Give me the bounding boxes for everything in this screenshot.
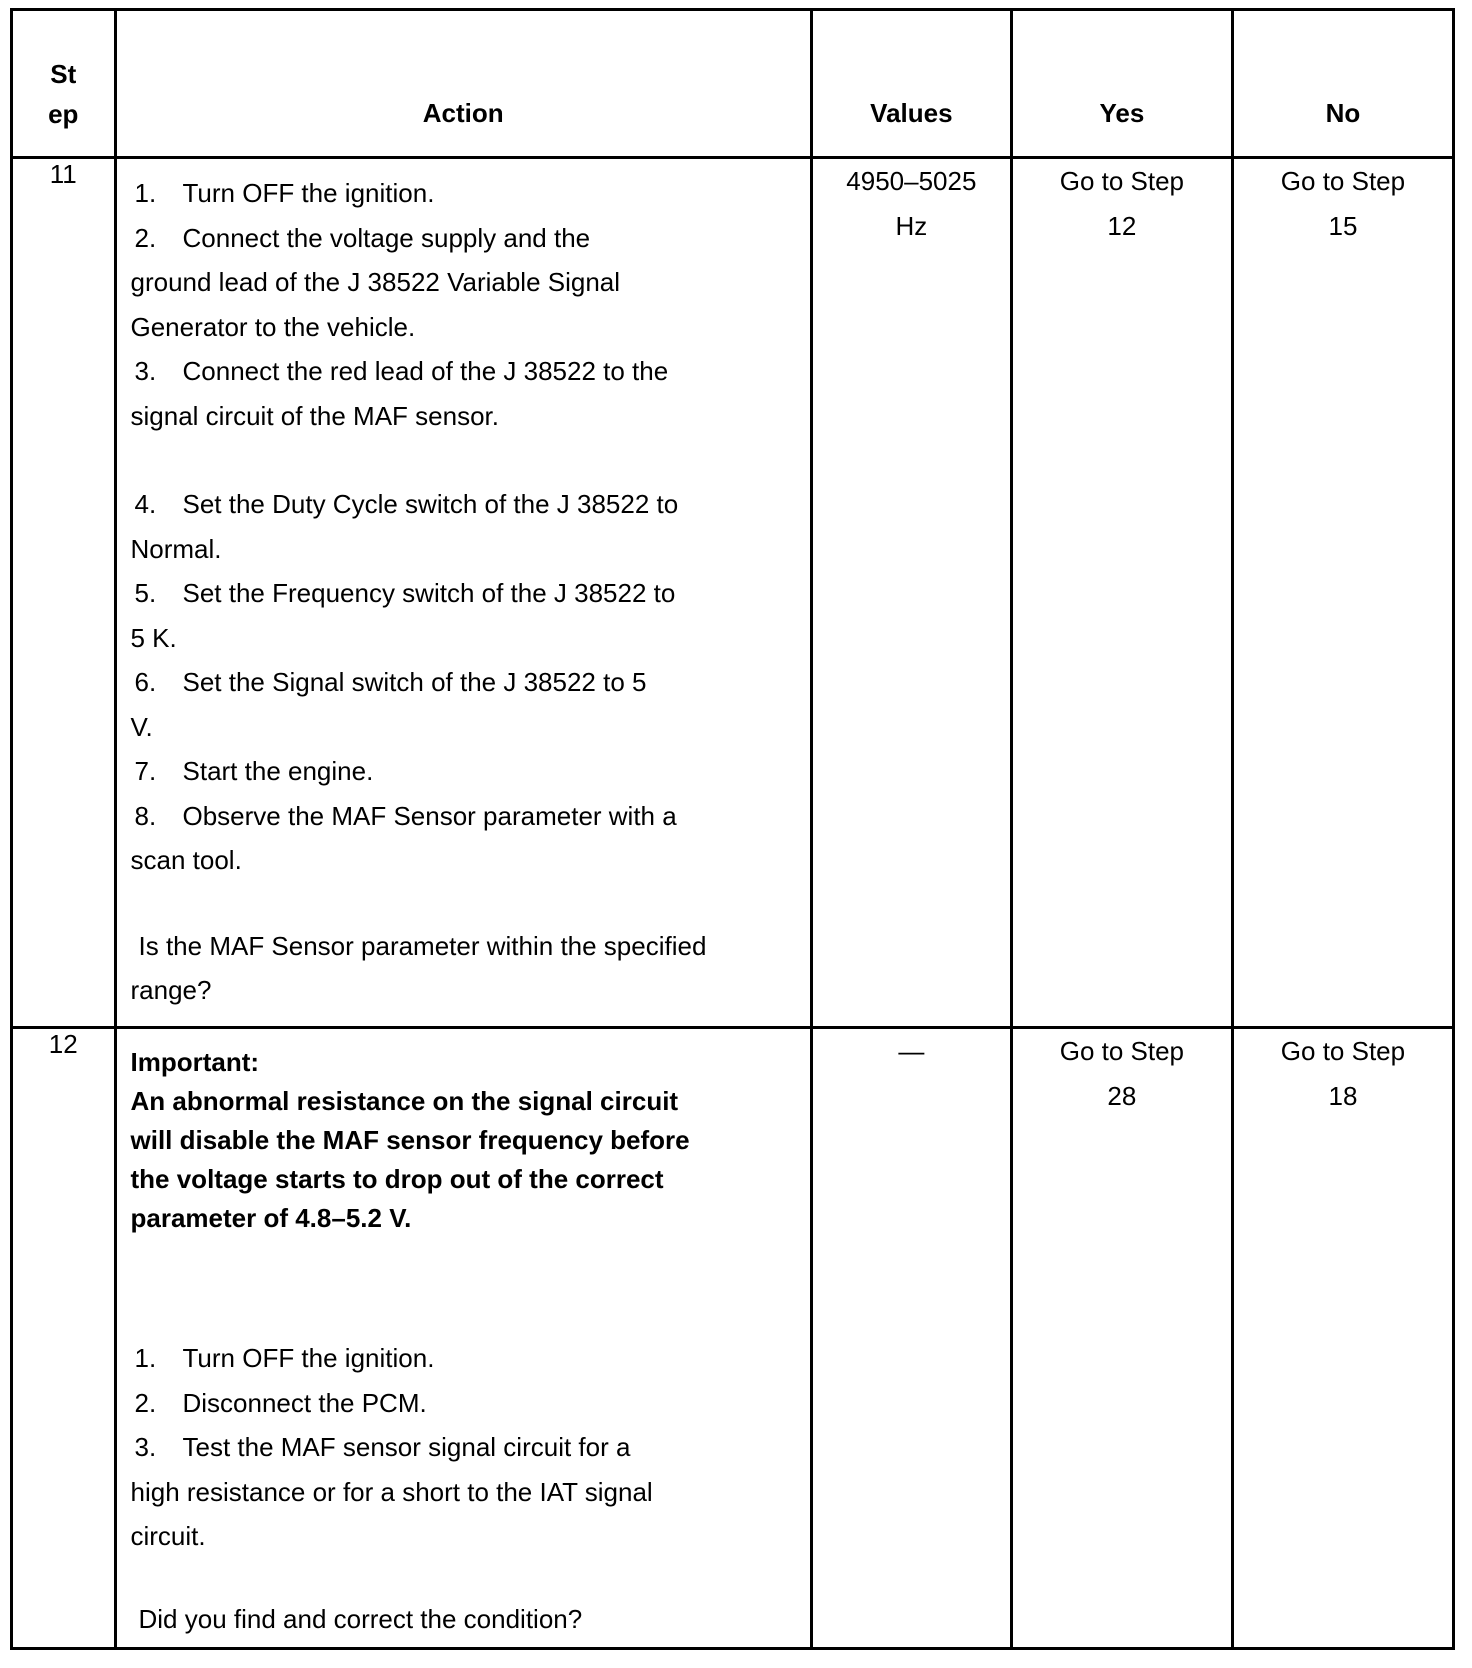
step-number: 11: [12, 158, 116, 1028]
no-cell: [1232, 1028, 1453, 1649]
action-step-continuation: Generator to the vehicle.: [130, 311, 416, 342]
action-step-continuation: scan tool.: [130, 845, 242, 875]
no-goto-step: 15: [1328, 211, 1358, 241]
action-step: 2. Connect the voltage supply and the: [134, 222, 591, 253]
action-question: Is the MAF Sensor parameter within the specified: [138, 930, 707, 961]
action-step: 1. Turn OFF the ignition.: [134, 1343, 435, 1373]
no-goto-label: Go to Step: [1280, 1036, 1406, 1066]
action-step-continuation: V.: [130, 711, 153, 742]
action-step: 6. Set the Signal switch of the J 38522 to 5: [134, 667, 647, 697]
action-cell: [115, 1028, 811, 1649]
action-question: Did you find and correct the condition?: [138, 1603, 583, 1634]
action-step-continuation: high resistance or for a short to the IAT signal: [130, 1476, 653, 1507]
header-step: [12, 10, 116, 158]
action-step: 3. Connect the red lead of the J 38522 to the: [134, 356, 669, 386]
value-dash: —: [898, 1036, 925, 1066]
action-step: 8. Observe the MAF Sensor parameter with a: [134, 800, 677, 831]
values-cell: [811, 158, 1011, 1028]
action-step: 2. Disconnect the PCM.: [134, 1387, 427, 1418]
action-step: 5. Set the Frequency switch of the J 38522 to: [134, 578, 676, 608]
table-row-step-12: [12, 1028, 1454, 1649]
important-text: will disable the MAF sensor frequency before: [130, 1125, 690, 1155]
action-step: 1. Turn OFF the ignition.: [134, 178, 435, 208]
no-cell: [1232, 158, 1453, 1028]
yes-goto-step: 12: [1107, 211, 1137, 241]
yes-goto-label: Go to Step: [1059, 166, 1185, 196]
values-cell: [811, 1028, 1011, 1649]
important-note: [131, 1043, 770, 1238]
header-step-line2: ep: [48, 99, 79, 129]
important-title: Important:: [130, 1047, 260, 1077]
action-step-continuation: ground lead of the J 38522 Variable Signal: [130, 267, 621, 297]
action-question-continuation: range?: [130, 975, 212, 1005]
diagnostic-table: [10, 8, 1455, 1650]
action-step-continuation: Normal.: [130, 533, 222, 564]
action-cell: [115, 158, 811, 1028]
table-row-step-11: [12, 158, 1454, 1028]
header-action: Action: [115, 10, 811, 158]
no-goto-step: 18: [1328, 1081, 1358, 1111]
action-step: 4. Set the Duty Cycle switch of the J 38522 to: [134, 489, 679, 519]
value-range: 4950–5025: [846, 166, 977, 196]
step-number: 12: [12, 1028, 116, 1649]
yes-cell: [1011, 158, 1232, 1028]
value-unit: Hz: [895, 211, 928, 241]
no-goto-label: Go to Step: [1280, 166, 1406, 196]
important-text: parameter of 4.8–5.2 V.: [130, 1203, 412, 1233]
action-step-continuation: signal circuit of the MAF sensor.: [130, 400, 499, 431]
action-step: 7. Start the engine.: [134, 756, 374, 786]
table-header-row: [12, 10, 1454, 158]
header-yes: Yes: [1011, 10, 1232, 158]
yes-goto-step: 28: [1107, 1081, 1137, 1111]
action-step: 3. Test the MAF sensor signal circuit for a: [134, 1432, 631, 1462]
header-step-line1: St: [50, 59, 77, 89]
header-no: No: [1232, 10, 1453, 158]
action-step-continuation: circuit.: [130, 1521, 206, 1551]
header-values: Values: [811, 10, 1011, 158]
important-text: An abnormal resistance on the signal circuit: [130, 1086, 679, 1116]
action-step-continuation: 5 K.: [130, 622, 177, 653]
important-text: the voltage starts to drop out of the correct: [130, 1164, 664, 1194]
yes-cell: [1011, 1028, 1232, 1649]
yes-goto-label: Go to Step: [1059, 1036, 1185, 1066]
